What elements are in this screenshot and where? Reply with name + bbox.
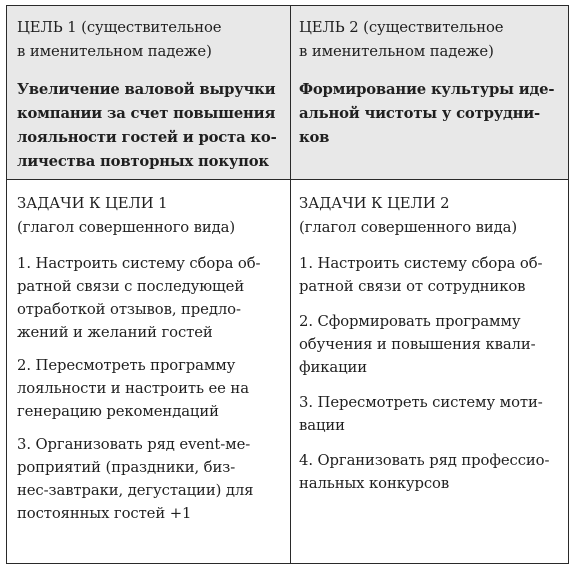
goal-2-task-3: 3. Пересмотреть систему моти- вации <box>299 394 543 434</box>
goal-1-tasks-cell <box>17 192 285 525</box>
goal-1-header-cell <box>17 16 285 174</box>
row-divider <box>7 179 568 180</box>
column-divider <box>290 6 291 563</box>
goal-2-tasks-cell <box>299 192 563 495</box>
goal-2-task-1: 1. Настроить систему сбора об- ратной связи от сотрудников <box>299 255 543 295</box>
goal-1-text: Увеличение валовой выручки компании за счет повышения лояльности гостей и роста ко- личества повторных покупок <box>17 81 277 170</box>
tasks-2-header: ЗАДАЧИ К ЦЕЛИ 2 (глагол совершенного вида) <box>299 195 518 236</box>
goal-2-text: Формирование культуры иде- альной чистоты у сотрудни- ков <box>299 81 555 146</box>
goal-1-task-1: 1. Настроить систему сбора об- ратной связи с последующей отработкой отзывов, предло- жений и желаний гостей <box>17 255 261 341</box>
tasks-1-header: ЗАДАЧИ К ЦЕЛИ 1 (глагол совершенного вида) <box>17 195 236 236</box>
goal-1-label: ЦЕЛЬ 1 (существительное в именительном падеже) <box>17 19 222 60</box>
goal-1-task-2: 2. Пересмотреть программу лояльности и настроить ее на генерацию рекомендаций <box>17 357 249 420</box>
goal-2-header-cell <box>299 16 563 150</box>
goal-2-label: ЦЕЛЬ 2 (существительное в именительном падеже) <box>299 19 504 60</box>
goal-1-task-3: 3. Организовать ряд event-ме- роприятий (праздники, биз- нес-завтраки, дегустации) для постоянных гостей +1 <box>17 436 254 522</box>
goal-2-task-4: 4. Организовать ряд профессио- нальных конкурсов <box>299 452 550 492</box>
goal-2-task-2: 2. Сформировать программу обучения и повышения квали- фикации <box>299 313 536 376</box>
goals-table <box>6 5 569 564</box>
